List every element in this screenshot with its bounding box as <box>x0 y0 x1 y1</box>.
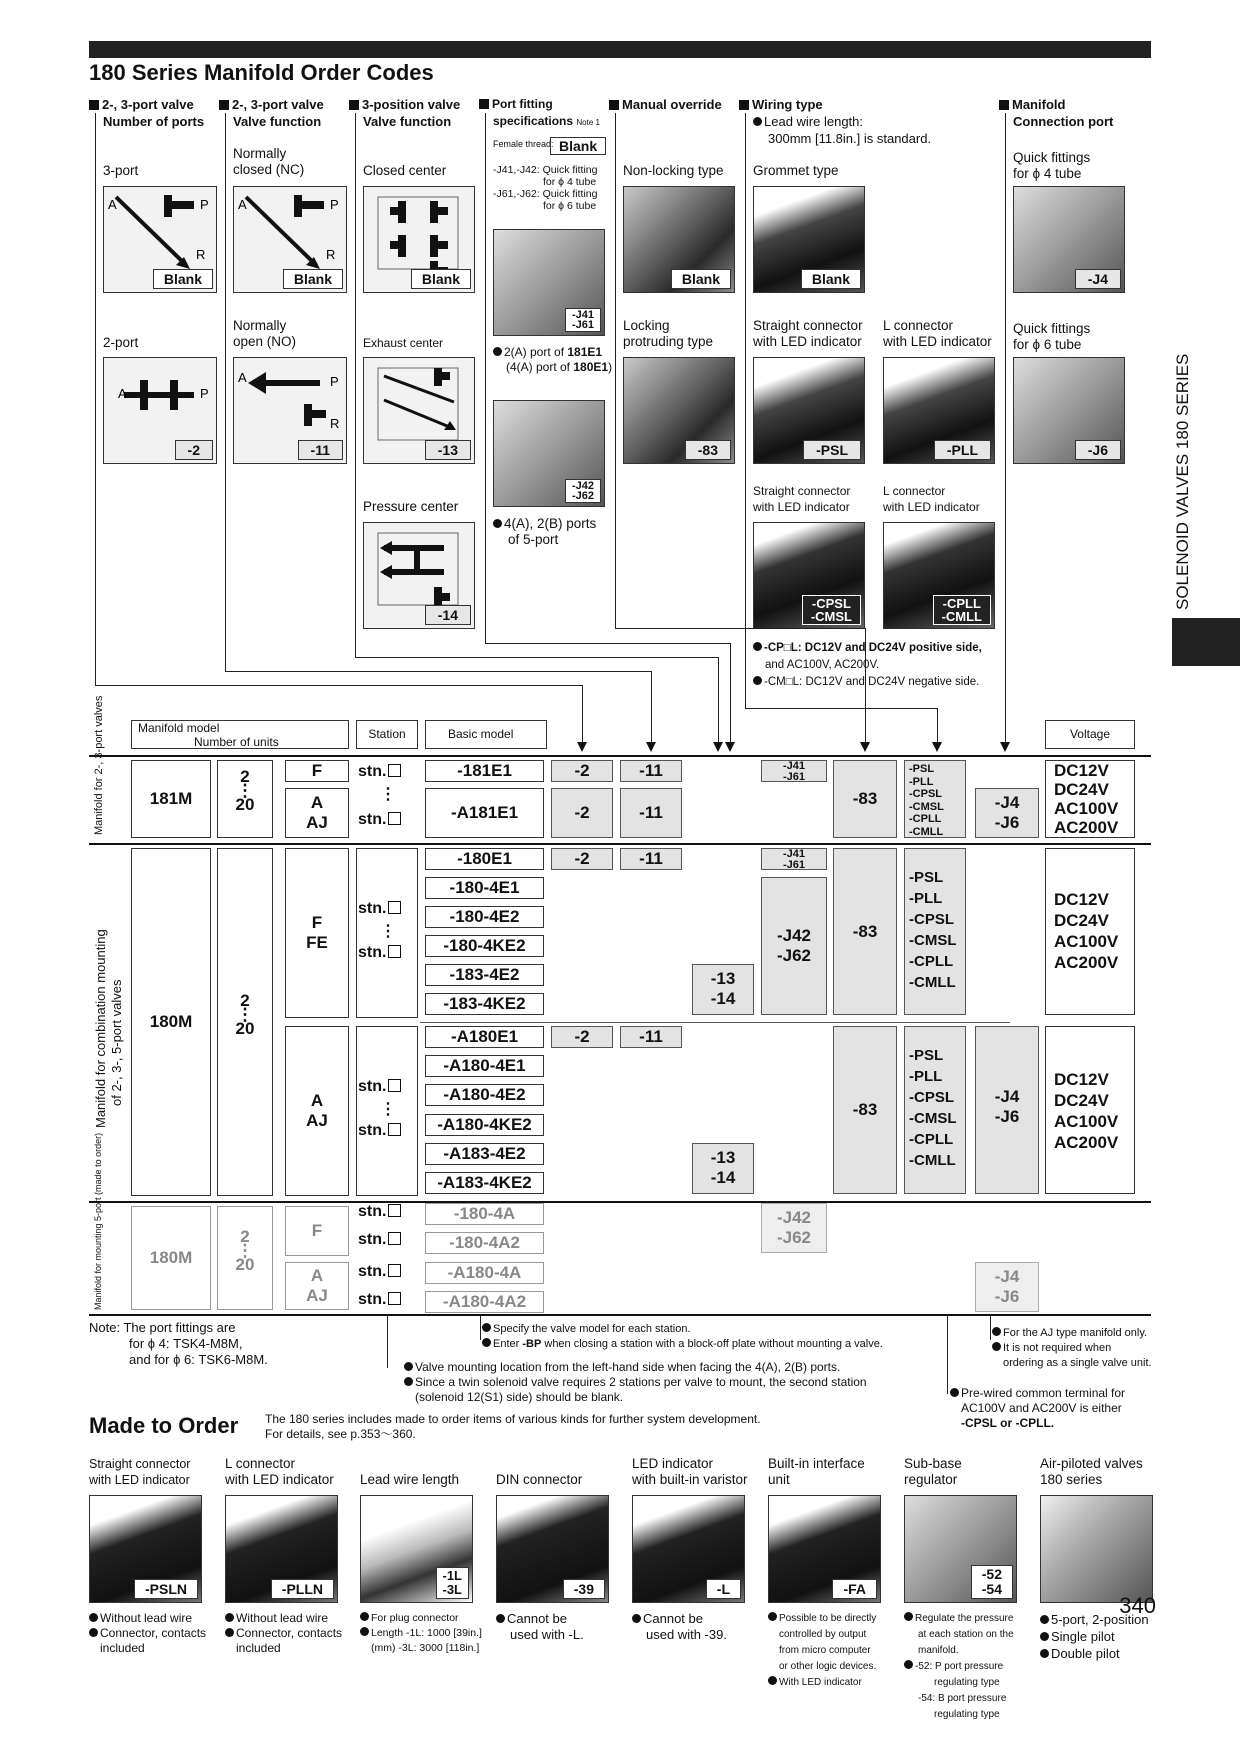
stn-180f-2: stn. <box>358 944 401 962</box>
conn-line-4h <box>485 643 730 644</box>
mto-title: Made to Order <box>89 1413 239 1438</box>
divider-2b <box>420 1022 1010 1023</box>
ports-180-2: -2 <box>551 1026 613 1048</box>
svg-text:A: A <box>238 197 247 212</box>
svg-text:P: P <box>330 197 339 212</box>
svg-text:A: A <box>118 386 127 401</box>
female-thread-code: Blank <box>550 137 606 155</box>
basic-a180-4e2: -A180-4E2 <box>425 1084 544 1106</box>
non-locking-label: Non-locking type <box>623 163 724 178</box>
units-180m: 2 ⋮ 20 <box>217 848 273 1196</box>
basic-a183-4e2: -A183-4E2 <box>425 1143 544 1165</box>
mto-item-2-photo <box>225 1495 338 1603</box>
svg-text:P: P <box>330 374 339 389</box>
divider-1 <box>89 755 1151 757</box>
port3-label: 3-port <box>103 163 139 178</box>
mto-item-7-code: -52 -54 <box>971 1565 1013 1599</box>
mto-item-3-code: -1L -3L <box>436 1567 470 1599</box>
pc-label: Pressure center <box>363 499 459 514</box>
mto-item-6-code: -FA <box>832 1579 877 1599</box>
mto-item-7-title: Sub-base regulator <box>904 1456 962 1487</box>
page-title: 180 Series Manifold Order Codes <box>89 60 434 85</box>
mto-item-7-photo <box>904 1495 1017 1603</box>
conn-line-1h <box>95 685 582 686</box>
no-label: Normally open (NO) <box>233 318 297 349</box>
stn-181-2: stn. <box>358 811 401 829</box>
nc-code: Blank <box>283 269 343 289</box>
stn-180a-dots: ⋮ <box>380 1101 396 1118</box>
straight-connector-label: Straight connector with LED indicator <box>753 318 863 349</box>
station-notes: Specify the valve model for each station. Enter -BP when closing a station with a block-off plate without mounting a valve. <box>482 1322 883 1352</box>
stn-180f-1: stn. <box>358 900 401 918</box>
basic-a180-4a: -A180-4A <box>425 1262 544 1284</box>
basic-180-4a: -180-4A <box>425 1203 544 1225</box>
port2-symbol <box>103 357 217 464</box>
group2-label-1: Manifold for combination mounting <box>93 929 108 1128</box>
aj-notes: For the AJ type manifold only. It is not required when ordering as a single valve unit. <box>992 1326 1152 1371</box>
fit-mto: -J42 -J62 <box>761 1203 827 1253</box>
mto-item-5-title: LED indicator with built-in varistor <box>632 1456 748 1487</box>
hdr-voltage: Voltage <box>1045 720 1135 749</box>
cc-code: Blank <box>411 269 471 289</box>
basic-a181e1: -A181E1 <box>425 788 544 838</box>
arrow-function <box>646 742 656 752</box>
fitting-photo-1 <box>493 229 605 336</box>
cm-code: -CPLL -CMLL <box>933 595 991 625</box>
mto-item-6-title: Built-in interface unit <box>768 1456 865 1487</box>
mto-item-8-title: Air-piloted valves 180 series <box>1040 1456 1143 1487</box>
fitting-photo-2 <box>493 400 605 507</box>
svg-text:R: R <box>330 416 340 431</box>
mto-item-1-notes: Without lead wire Connector, contacts included <box>89 1611 206 1656</box>
note-line-2 <box>387 1316 388 1368</box>
basic-a183-4ke2: -A183-4KE2 <box>425 1172 544 1194</box>
func-180-1: -11 <box>620 848 682 870</box>
fitting-note-1: 2(A) port of 181E1 (4(A) port of 180E1) <box>493 345 612 375</box>
units-180m-mto: 2 ⋮ 20 <box>217 1206 273 1310</box>
ovr-180-f: -83 <box>833 848 897 1015</box>
conn-line-5 <box>615 113 616 628</box>
cm-photo <box>883 522 995 629</box>
side-tab-text: SOLENOID VALVES 180 SERIES <box>1173 353 1192 610</box>
locking-code: -83 <box>685 440 731 460</box>
arrow-3pos <box>713 742 723 752</box>
fitting-photo-1-code: -J41 -J61 <box>565 308 601 332</box>
mto-item-5-notes: Cannot be used with -39. <box>632 1611 727 1643</box>
3pos-180-f: -13 -14 <box>692 964 754 1015</box>
volt-180-a: DC12V DC24V AC100V AC200V <box>1045 1026 1135 1194</box>
pc-symbol <box>363 522 475 629</box>
basic-180-4e1: -180-4E1 <box>425 877 544 899</box>
port2-code: -2 <box>175 440 213 460</box>
cp-photo <box>753 522 865 629</box>
nc-symbol <box>233 186 347 293</box>
ports-180-1: -2 <box>551 848 613 870</box>
col5-header: Manual override <box>609 96 722 113</box>
ovr-180-a: -83 <box>833 1026 897 1194</box>
mto-item-2-title: L connector with LED indicator <box>225 1456 334 1487</box>
fit-180-2: -J42 -J62 <box>761 877 827 1015</box>
col2-header: 2-, 3-port valve Valve function <box>219 96 324 130</box>
fitting-photo-2-code: -J42 -J62 <box>565 479 601 503</box>
volt-181: DC12V DC24V AC100V AC200V <box>1045 760 1135 838</box>
pc-code: -14 <box>425 605 471 625</box>
col6-header: Wiring type Lead wire length: 300mm [11.8in.] is standard. <box>739 96 931 147</box>
stn-mto-2: stn. <box>358 1231 401 1249</box>
stn-180a-2: stn. <box>358 1122 401 1140</box>
straight-connector-code: -PSL <box>803 440 861 460</box>
arrow-wiring <box>932 742 942 752</box>
q6-label: Quick fittings for ϕ 6 tube <box>1013 321 1091 352</box>
q6-photo <box>1013 357 1125 464</box>
l-connector-photo <box>883 357 995 464</box>
svg-text:R: R <box>196 247 206 262</box>
svg-text:A: A <box>108 197 117 212</box>
conn-180-a: -J4 -J6 <box>975 1026 1039 1194</box>
q4-label: Quick fittings for ϕ 4 tube <box>1013 150 1091 181</box>
stn-mto-4: stn. <box>358 1291 401 1309</box>
q6-code: -J6 <box>1075 440 1121 460</box>
hdr-basic: Basic model <box>425 720 547 749</box>
type-181-f: F <box>285 760 349 782</box>
wire-181: -PSL -PLL -CPSL -CMSL -CPLL -CMLL <box>904 760 966 838</box>
ec-code: -13 <box>425 440 471 460</box>
fitting-note-2: 4(A), 2(B) ports of 5-port <box>493 516 596 548</box>
cp-code: -CPSL -CMSL <box>802 595 861 625</box>
mto-item-4-code: -39 <box>563 1579 605 1599</box>
conn-line-3 <box>355 113 356 657</box>
svg-text:P: P <box>200 386 209 401</box>
wiring-notes: -CP□L: DC12V and DC24V positive side, and AC100V, AC200V. -CM□L: DC12V and DC24V negative side. <box>753 640 982 691</box>
stn-181-dots: ⋮ <box>380 786 396 803</box>
conn-line-5v <box>865 628 866 743</box>
basic-180e1: -180E1 <box>425 848 544 870</box>
conn-line-1 <box>95 113 96 685</box>
mto-item-5-photo <box>632 1495 745 1603</box>
conn-mto: -J4 -J6 <box>975 1262 1039 1312</box>
note-line-1 <box>480 1316 481 1340</box>
conn-line-5h <box>615 628 865 629</box>
no-symbol <box>233 357 347 464</box>
side-tab <box>1165 350 1205 610</box>
basic-a180-4a2: -A180-4A2 <box>425 1291 544 1313</box>
mto-item-1-title: Straight connector with LED indicator <box>89 1457 191 1487</box>
func-181-1: -11 <box>620 760 682 782</box>
model-181m: 181M <box>131 760 211 838</box>
conn-line-4 <box>485 113 486 643</box>
l-connector-label: L connector with LED indicator <box>883 318 992 349</box>
stn-mto-3: stn. <box>358 1263 401 1281</box>
grommet-code: Blank <box>801 269 861 289</box>
grommet-label: Grommet type <box>753 163 839 178</box>
nc-label: Normally closed (NC) <box>233 146 305 177</box>
group3-label: Manifold for mounting 5-port (made to order) <box>93 1132 103 1310</box>
non-locking-code: Blank <box>671 269 731 289</box>
female-thread-label: Female thread: <box>493 139 554 149</box>
divider-3 <box>89 1201 1151 1203</box>
mto-item-4-notes: Cannot be used with -L. <box>496 1611 584 1643</box>
divider-2 <box>89 843 1151 845</box>
type-181-a-aj: A AJ <box>285 788 349 838</box>
basic-a180e1: -A180E1 <box>425 1026 544 1048</box>
mto-item-6-photo <box>768 1495 881 1603</box>
divider-4 <box>89 1314 1151 1316</box>
mto-item-3-photo <box>360 1495 473 1603</box>
conn-line-2h <box>225 671 651 672</box>
mto-item-1-code: -PSLN <box>134 1579 198 1599</box>
port3-symbol <box>103 186 217 293</box>
ec-symbol <box>363 357 475 464</box>
arrow-fitting <box>725 742 735 752</box>
conn-line-3h <box>355 657 718 658</box>
3pos-180-a: -13 -14 <box>692 1143 754 1194</box>
mto-item-3-title: Lead wire length <box>360 1472 460 1487</box>
group2-label-2: of 2-, 3-, 5-port valves <box>109 979 124 1106</box>
type-mto-a-aj: A AJ <box>285 1262 349 1310</box>
mto-item-5-code: -L <box>706 1579 741 1599</box>
basic-a180-4ke2: -A180-4KE2 <box>425 1114 544 1136</box>
mto-item-7-notes: Regulate the pressure at each station on the manifold. -52: P port pressure regulating type -54: B port pressure regulating type <box>904 1611 1014 1723</box>
stn-mto-1: stn. <box>358 1203 401 1221</box>
model-180m: 180M <box>131 848 211 1196</box>
type-180-f-fe: F FE <box>285 848 349 1018</box>
wire-180-a: -PSL -PLL -CPSL -CMSL -CPLL -CMLL <box>904 1026 966 1194</box>
type-180-a-aj: A AJ <box>285 1026 349 1196</box>
fit-181: -J41 -J61 <box>761 760 827 782</box>
mounting-notes: Valve mounting location from the left-hand side when facing the 4(A), 2(B) ports. Since a twin solenoid valve requires 2 stations per valve to mount, the second station (solenoid 12(S1) side) should be blank. <box>404 1360 867 1405</box>
mto-item-1-photo <box>89 1495 202 1603</box>
hdr-model: Manifold model Number of units <box>131 720 349 749</box>
conn-line-3v <box>718 657 719 743</box>
mto-item-4-title: DIN connector <box>496 1472 583 1487</box>
note-line-3 <box>990 1316 991 1340</box>
stn-180a-1: stn. <box>358 1078 401 1096</box>
port-fitting-note: Note: The port fittings are for ϕ 4: TSK4-M8M, and for ϕ 6: TSK6-M8M. <box>89 1320 268 1367</box>
port3-code: Blank <box>153 269 213 289</box>
svg-text:P: P <box>200 197 209 212</box>
mto-item-6-notes: Possible to be directly controlled by output from micro computer or other logic devices. With LED indicator <box>768 1611 876 1691</box>
type-mto-f: F <box>285 1206 349 1256</box>
q4-code: -J4 <box>1075 269 1121 289</box>
l-connector-label-2: L connector with LED indicator <box>883 484 980 514</box>
volt-180-f: DC12V DC24V AC100V AC200V <box>1045 848 1135 1015</box>
basic-180-4a2: -180-4A2 <box>425 1232 544 1254</box>
units-181m: 2 ⋮ 20 <box>217 760 273 838</box>
conn-line-1v <box>582 685 583 743</box>
q4-photo <box>1013 186 1125 293</box>
conn-line-7 <box>1005 113 1006 743</box>
side-tab-block <box>1172 618 1240 666</box>
conn-line-6 <box>745 113 746 708</box>
l-connector-code: -PLL <box>934 440 991 460</box>
fit-180-1: -J41 -J61 <box>761 848 827 870</box>
grommet-photo <box>753 186 865 293</box>
locking-photo <box>623 357 735 464</box>
mto-desc: The 180 series includes made to order items of various kinds for further system development. For details, see p.353～360. <box>265 1412 761 1441</box>
no-code: -11 <box>298 440 343 460</box>
stn-180f-dots: ⋮ <box>380 923 396 940</box>
top-bar <box>89 41 1151 58</box>
hdr-station: Station <box>356 720 418 749</box>
mto-item-8-photo <box>1040 1495 1153 1603</box>
basic-181e1: -181E1 <box>425 760 544 782</box>
stn-181-1: stn. <box>358 763 401 781</box>
cc-symbol <box>363 186 475 293</box>
page-number: 340 <box>1119 1593 1156 1618</box>
port2-label: 2-port <box>103 335 139 350</box>
ports-181-1: -2 <box>551 760 613 782</box>
arrow-override <box>860 742 870 752</box>
col7-header: Manifold Connection port <box>999 96 1113 130</box>
fitting-spec-text: -J41,-J42: Quick fitting for ϕ 4 tube -J61,-J62: Quick fitting for ϕ 6 tube <box>493 164 598 212</box>
mto-item-2-notes: Without lead wire Connector, contacts included <box>225 1611 342 1656</box>
conn-line-6h <box>745 708 937 709</box>
locking-label: Locking protruding type <box>623 318 714 349</box>
col4-header: Port fitting specifications Note 1 <box>479 96 600 131</box>
conn-line-2v <box>651 671 652 743</box>
svg-text:A: A <box>238 370 247 385</box>
cc-label: Closed center <box>363 163 447 178</box>
model-180m-mto: 180M <box>131 1206 211 1310</box>
conn-line-4v <box>730 643 731 743</box>
prewired-notes: Pre-wired common terminal for AC100V and AC200V is either -CPSL or -CPLL. <box>950 1386 1125 1431</box>
arrow-manifold <box>1000 742 1010 752</box>
ports-181-2: -2 <box>551 788 613 838</box>
func-181-2: -11 <box>620 788 682 838</box>
basic-180-4e2: -180-4E2 <box>425 906 544 928</box>
conn-line-2 <box>225 113 226 671</box>
basic-183-4e2: -183-4E2 <box>425 964 544 986</box>
basic-a180-4e1: -A180-4E1 <box>425 1055 544 1077</box>
basic-183-4ke2: -183-4KE2 <box>425 993 544 1015</box>
ovr-181: -83 <box>833 760 897 838</box>
ec-label: Exhaust center <box>363 336 444 350</box>
straight-connector-label-2: Straight connector with LED indicator <box>753 484 851 514</box>
col3-header: 3-position valve Valve function <box>349 96 460 130</box>
note-line-4 <box>947 1316 948 1394</box>
straight-connector-photo <box>753 357 865 464</box>
wire-180-f: -PSL -PLL -CPSL -CMSL -CPLL -CMLL <box>904 848 966 1015</box>
basic-180-4ke2: -180-4KE2 <box>425 935 544 957</box>
mto-item-4-photo <box>496 1495 609 1603</box>
svg-text:R: R <box>326 247 336 262</box>
mto-item-8-notes: 5-port, 2-position Single pilot Double pilot <box>1040 1611 1149 1662</box>
group1-label: Manifold for 2-, 3-port valves <box>93 695 105 835</box>
arrow-ports <box>577 742 587 752</box>
col1-header: 2-, 3-port valve Number of ports <box>89 96 204 130</box>
conn-181: -J4 -J6 <box>975 788 1039 838</box>
mto-item-2-code: -PLLN <box>271 1579 334 1599</box>
conn-line-6v <box>937 708 938 743</box>
func-180-2: -11 <box>620 1026 682 1048</box>
mto-item-3-notes: For plug connector Length -1L: 1000 [39in.] (mm) -3L: 3000 [118in.] <box>360 1611 482 1656</box>
non-locking-photo <box>623 186 735 293</box>
